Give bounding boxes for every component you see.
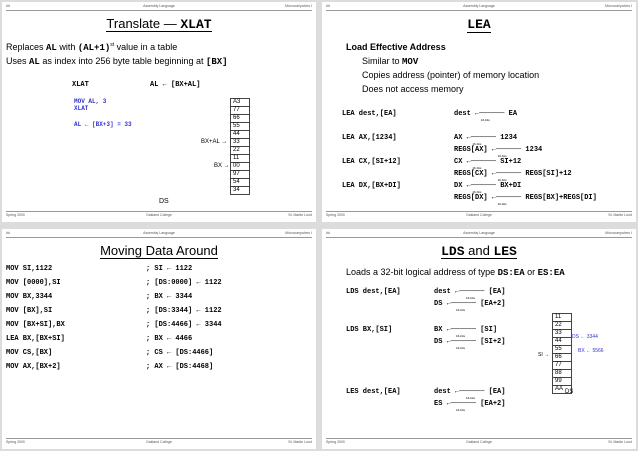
slide-title: Moving Data Around — [100, 243, 218, 258]
memory-row — [553, 354, 572, 362]
memory-cell: 77 — [553, 362, 572, 370]
left-arrow-icon: ←────── — [487, 146, 526, 154]
footer-rule — [326, 438, 632, 439]
memory-cell: 97 — [231, 171, 250, 179]
title-code: XLAT — [180, 17, 212, 32]
left-arrow-icon: ←────── — [470, 110, 509, 118]
bxal-pointer: BX+AL → — [201, 139, 228, 145]
lea-transfer: REGS[DX] ←────── REGS[BX]+REGS[DI] 16-bits — [454, 194, 597, 206]
memory-cell: A3 — [231, 99, 250, 107]
line-replaces: Replaces AL with $(AL+1)^{st}$ value in a table — [6, 42, 178, 53]
les-row-1: dest ←────── [EA] 16-bits — [434, 388, 506, 400]
memory-cell: 22 — [231, 147, 250, 155]
code-mov: MOV AL, 3 — [74, 98, 107, 105]
lds-instr: LDS dest,[EA] — [346, 288, 401, 296]
memory-cell: 11 — [553, 314, 572, 322]
memory-cell: 88 — [553, 370, 572, 378]
move-comment: ; [DS:3344] ← 1122 — [146, 307, 222, 315]
title-text: Translate — — [106, 16, 181, 31]
si-pointer: SI → — [538, 352, 550, 358]
ds-note: DS ← 3344 — [572, 334, 598, 340]
memory-cell: 22 — [553, 322, 572, 330]
les-instr: LES dest,[EA] — [346, 388, 401, 396]
memory-cell: 44 — [231, 131, 250, 139]
memory-row — [231, 179, 250, 187]
lea-transfer: CX ←────── SI+12 16-bits — [454, 158, 522, 170]
slide-title — [2, 16, 316, 32]
ldsbx-row-1: BX ←────── [SI] 16-bits — [434, 326, 498, 338]
slide-footer: Spring 2000 Oakland College St. Martin Lund — [326, 440, 632, 444]
slide-footer: Spring 2000 Oakland College St. Martin Lund — [6, 213, 312, 217]
slide-lea — [322, 2, 636, 222]
memory-cell: 77 — [231, 107, 250, 115]
lea-transfer: AX ←────── 1234 16-bits — [454, 134, 518, 146]
memory-row — [553, 362, 572, 370]
memory-row — [231, 187, 250, 195]
slide-header: ## Assembly Language Microcomputers I — [326, 4, 632, 8]
line-uses: Uses AL as index into 256 byte table beginning at [BX] — [6, 56, 228, 67]
header-rule — [6, 237, 312, 238]
left-arrow-icon: ←────── — [487, 194, 526, 202]
memory-cell: 33 — [231, 139, 250, 147]
left-arrow-icon: ←────── — [462, 158, 501, 166]
memory-row — [231, 131, 250, 139]
memory-row — [553, 322, 572, 330]
lea-transfer: REGS[AX] ←────── 1234 16-bits — [454, 146, 543, 158]
memory-cell: 44 — [553, 338, 572, 346]
header-left: ## — [6, 4, 10, 8]
slide-title: LEA — [467, 17, 491, 32]
xlat-rhs: AL ← [BX+AL] — [150, 81, 201, 89]
memory-cell: 99 — [553, 378, 572, 386]
memory-cell: 55 — [553, 346, 572, 354]
move-instr: MOV SI,1122 — [6, 265, 53, 273]
move-instr: MOV [BX+SI],BX — [6, 321, 65, 329]
memory-table — [230, 98, 250, 195]
memory-row — [231, 123, 250, 131]
left-arrow-icon: ←────── — [462, 182, 501, 190]
memory-row — [231, 139, 250, 147]
memory-row — [231, 99, 250, 107]
memory-row — [231, 171, 250, 179]
header-right: Microcomputers I — [285, 4, 312, 8]
slide-title: LDS and LES — [441, 243, 517, 259]
memory-cell: 66 — [553, 354, 572, 362]
memory-cell: 00 — [231, 163, 250, 171]
slide-moving-data — [2, 229, 316, 449]
memory-cell: 66 — [231, 115, 250, 123]
header-center: Assembly Language — [143, 4, 175, 8]
move-instr: MOV CS,[BX] — [6, 349, 53, 357]
lea-heading: Load Effective Address — [346, 42, 446, 52]
slide-header: ## Assembly Language Microcomputers I — [326, 231, 632, 235]
memory-row — [231, 147, 250, 155]
memory-row — [553, 330, 572, 338]
lea-transfer: dest ←────── EA 16-bits — [454, 110, 518, 122]
slide-footer: Spring 2000 Oakland College St. Martin Lund — [326, 213, 632, 217]
move-instr: LEA BX,[BX+SI] — [6, 335, 65, 343]
xlat-label: XLAT — [72, 81, 89, 89]
ds-label: DS — [565, 389, 574, 395]
move-comment: ; [DS:0000] ← 1122 — [146, 279, 222, 287]
memory-cell: 54 — [231, 179, 250, 187]
ldsbx-row-2: DS ←────── [SI+2] 16-bits — [434, 338, 506, 350]
slide-lds-les — [322, 229, 636, 449]
lea-bullet-2: Copies address (pointer) of memory location — [362, 70, 540, 80]
lea-transfer: DX ←────── BX+DI 16-bits — [454, 182, 522, 194]
memory-cell: 34 — [231, 187, 250, 195]
header-rule — [6, 10, 312, 11]
memory-row — [231, 107, 250, 115]
slide-footer: Spring 2000 Oakland College St. Martin Lund — [6, 440, 312, 444]
memory-table — [552, 313, 572, 394]
lea-transfer: REGS[CX] ←────── REGS[SI]+12 16-bits — [454, 170, 572, 182]
memory-cell: 55 — [231, 123, 250, 131]
move-instr: MOV [0000],SI — [6, 279, 61, 287]
slide-xlat — [2, 2, 316, 222]
memory-cell: AA — [553, 386, 572, 394]
slide-header: ## Assembly Language Microcomputers I — [6, 231, 312, 235]
ds-label: DS — [159, 198, 169, 205]
bx-note: BX ← 5566 — [578, 348, 604, 354]
left-arrow-icon: ←────── — [462, 134, 501, 142]
memory-row — [553, 370, 572, 378]
move-comment: ; [DS:4466] ← 3344 — [146, 321, 222, 329]
lea-instr: LEA dest,[EA] — [342, 110, 397, 118]
lds-row-1: dest ←────── [EA] 16-bits — [434, 288, 506, 300]
left-arrow-icon: ←────── — [487, 170, 526, 178]
lea-bullet-3: Does not access memory — [362, 84, 464, 94]
lea-instr: LEA CX,[SI+12] — [342, 158, 401, 166]
code-xlat: XLAT — [74, 105, 89, 112]
memory-row — [231, 115, 250, 123]
memory-row — [231, 163, 250, 171]
footer-rule — [6, 211, 312, 212]
move-comment: ; SI ← 1122 — [146, 265, 193, 273]
les-row-2: ES ←────── [EA+2] 16-bits — [434, 400, 506, 412]
move-comment: ; CS ← [DS:4466] — [146, 349, 214, 357]
code-result: AL ← [BX+3] = 33 — [74, 121, 132, 128]
move-instr: MOV AX,[BX+2] — [6, 363, 61, 371]
move-instr: MOV BX,3344 — [6, 293, 53, 301]
memory-row — [553, 314, 572, 322]
header-rule — [326, 237, 632, 238]
lea-bullet-1: Similar to MOV — [362, 56, 419, 67]
lea-instr: LEA DX,[BX+DI] — [342, 182, 401, 190]
footer-rule — [6, 438, 312, 439]
footer-rule — [326, 211, 632, 212]
header-rule — [326, 10, 632, 11]
ldsbx-instr: LDS BX,[SI] — [346, 326, 393, 334]
memory-row — [231, 155, 250, 163]
bx-pointer: BX → — [214, 163, 230, 169]
memory-cell: 33 — [553, 330, 572, 338]
memory-row — [553, 346, 572, 354]
lea-instr: LEA AX,[1234] — [342, 134, 397, 142]
move-comment: ; BX ← 3344 — [146, 293, 193, 301]
move-comment: ; AX ← [DS:4468] — [146, 363, 214, 371]
memory-row — [553, 378, 572, 386]
memory-row — [553, 338, 572, 346]
memory-cell: 11 — [231, 155, 250, 163]
lds-row-2: DS ←────── [EA+2] 16-bits — [434, 300, 506, 312]
move-comment: ; BX ← 4466 — [146, 335, 193, 343]
lds-intro: Loads a 32-bit logical address of type DS:EA or ES:EA — [346, 267, 565, 278]
move-instr: MOV [BX],SI — [6, 307, 53, 315]
